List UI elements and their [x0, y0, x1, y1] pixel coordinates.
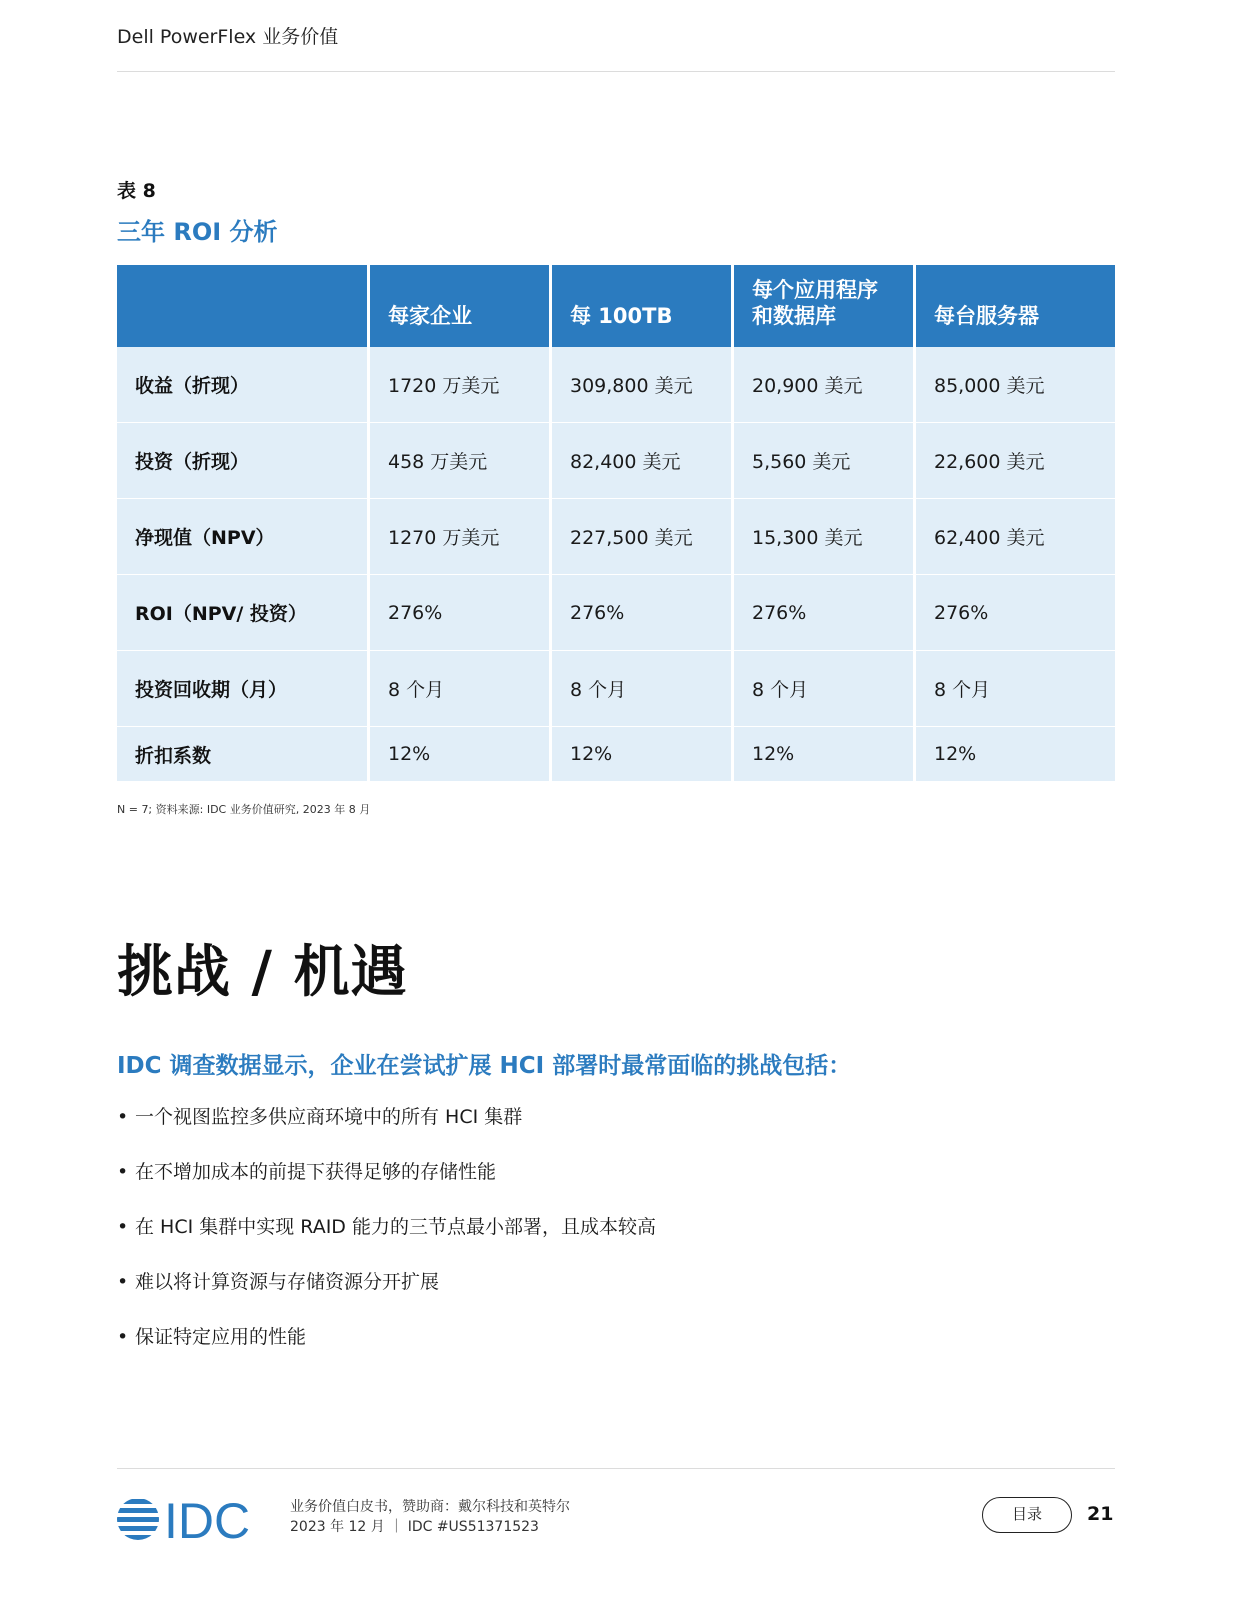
bullet-icon: • — [117, 1161, 129, 1183]
table-title: 三年 ROI 分析 — [117, 218, 278, 246]
idc-logo-text: IDC — [164, 1493, 251, 1546]
row-label: 折扣系数 — [117, 727, 370, 781]
table-cell: 276% — [916, 575, 1115, 651]
row-label: 收益（折现） — [117, 347, 370, 423]
list-item-text: 保证特定应用的性能 — [135, 1326, 307, 1348]
table-cell: 276% — [370, 575, 552, 651]
list-item — [117, 1267, 656, 1322]
table-row — [117, 423, 1115, 499]
list-item-text: 难以将计算资源与存储资源分开扩展 — [135, 1271, 440, 1293]
table-source-note: N = 7; 资料来源: IDC 业务价值研究, 2023 年 8 月 — [117, 803, 371, 816]
idc-logo-icon — [117, 1492, 262, 1546]
table-cell: 1720 万美元 — [370, 347, 552, 423]
row-label: 投资（折现） — [117, 423, 370, 499]
footer-divider — [117, 1468, 1115, 1469]
table-row — [117, 575, 1115, 651]
table-header-row — [117, 265, 1115, 347]
table-cell: 1270 万美元 — [370, 499, 552, 575]
table-number: 表 8 — [117, 180, 156, 202]
table-cell: 12% — [916, 727, 1115, 781]
table-cell: 12% — [370, 727, 552, 781]
table-row — [117, 499, 1115, 575]
running-header: Dell PowerFlex 业务价值 — [117, 26, 339, 48]
roi-table — [117, 265, 1115, 781]
table-cell: 276% — [552, 575, 734, 651]
table-row — [117, 347, 1115, 423]
column-header: 每台服务器 — [916, 265, 1115, 347]
column-header: 每家企业 — [370, 265, 552, 347]
row-label: 净现值（NPV） — [117, 499, 370, 575]
list-item-text: 在 HCI 集群中实现 RAID 能力的三节点最小部署，且成本较高 — [135, 1216, 656, 1238]
table-cell: 20,900 美元 — [734, 347, 916, 423]
header-divider — [117, 71, 1115, 72]
bullet-icon: • — [117, 1326, 129, 1348]
table-cell: 458 万美元 — [370, 423, 552, 499]
page-number: 21 — [1087, 1503, 1114, 1525]
row-label: 投资回收期（月） — [117, 651, 370, 727]
list-item — [117, 1212, 656, 1267]
table-cell: 22,600 美元 — [916, 423, 1115, 499]
section-intro: IDC 调查数据显示，企业在尝试扩展 HCI 部署时最常面临的挑战包括： — [117, 1053, 852, 1079]
column-header: 每个应用程序 和数据库 — [734, 265, 916, 347]
section-heading: 挑战 / 机遇 — [117, 940, 408, 1005]
table-cell: 15,300 美元 — [734, 499, 916, 575]
toc-button[interactable]: 目录 — [982, 1497, 1072, 1533]
column-header: 每 100TB — [552, 265, 734, 347]
table-cell: 227,500 美元 — [552, 499, 734, 575]
footer-line-sponsor: 业务价值白皮书，赞助商：戴尔科技和英特尔 — [290, 1499, 570, 1515]
list-item-text: 一个视图监控多供应商环境中的所有 HCI 集群 — [135, 1106, 523, 1128]
table-cell: 12% — [552, 727, 734, 781]
bullet-icon: • — [117, 1106, 129, 1128]
footer-line-date: 2023 年 12 月 ｜ IDC #US51371523 — [290, 1519, 539, 1535]
challenge-list — [117, 1102, 656, 1377]
row-label: ROI（NPV/ 投资） — [117, 575, 370, 651]
table-cell: 5,560 美元 — [734, 423, 916, 499]
table-cell: 8 个月 — [552, 651, 734, 727]
table-row — [117, 651, 1115, 727]
table-cell: 8 个月 — [916, 651, 1115, 727]
table-cell: 85,000 美元 — [916, 347, 1115, 423]
list-item-text: 在不增加成本的前提下获得足够的存储性能 — [135, 1161, 497, 1183]
table-cell: 276% — [734, 575, 916, 651]
bullet-icon: • — [117, 1216, 129, 1238]
table-cell: 82,400 美元 — [552, 423, 734, 499]
table-row — [117, 727, 1115, 781]
list-item — [117, 1102, 656, 1157]
table-cell: 8 个月 — [734, 651, 916, 727]
column-header — [117, 265, 370, 347]
list-item — [117, 1322, 656, 1377]
table-cell: 309,800 美元 — [552, 347, 734, 423]
table-cell: 62,400 美元 — [916, 499, 1115, 575]
bullet-icon: • — [117, 1271, 129, 1293]
list-item — [117, 1157, 656, 1212]
table-cell: 12% — [734, 727, 916, 781]
footer-info — [290, 1497, 570, 1537]
table-cell: 8 个月 — [370, 651, 552, 727]
